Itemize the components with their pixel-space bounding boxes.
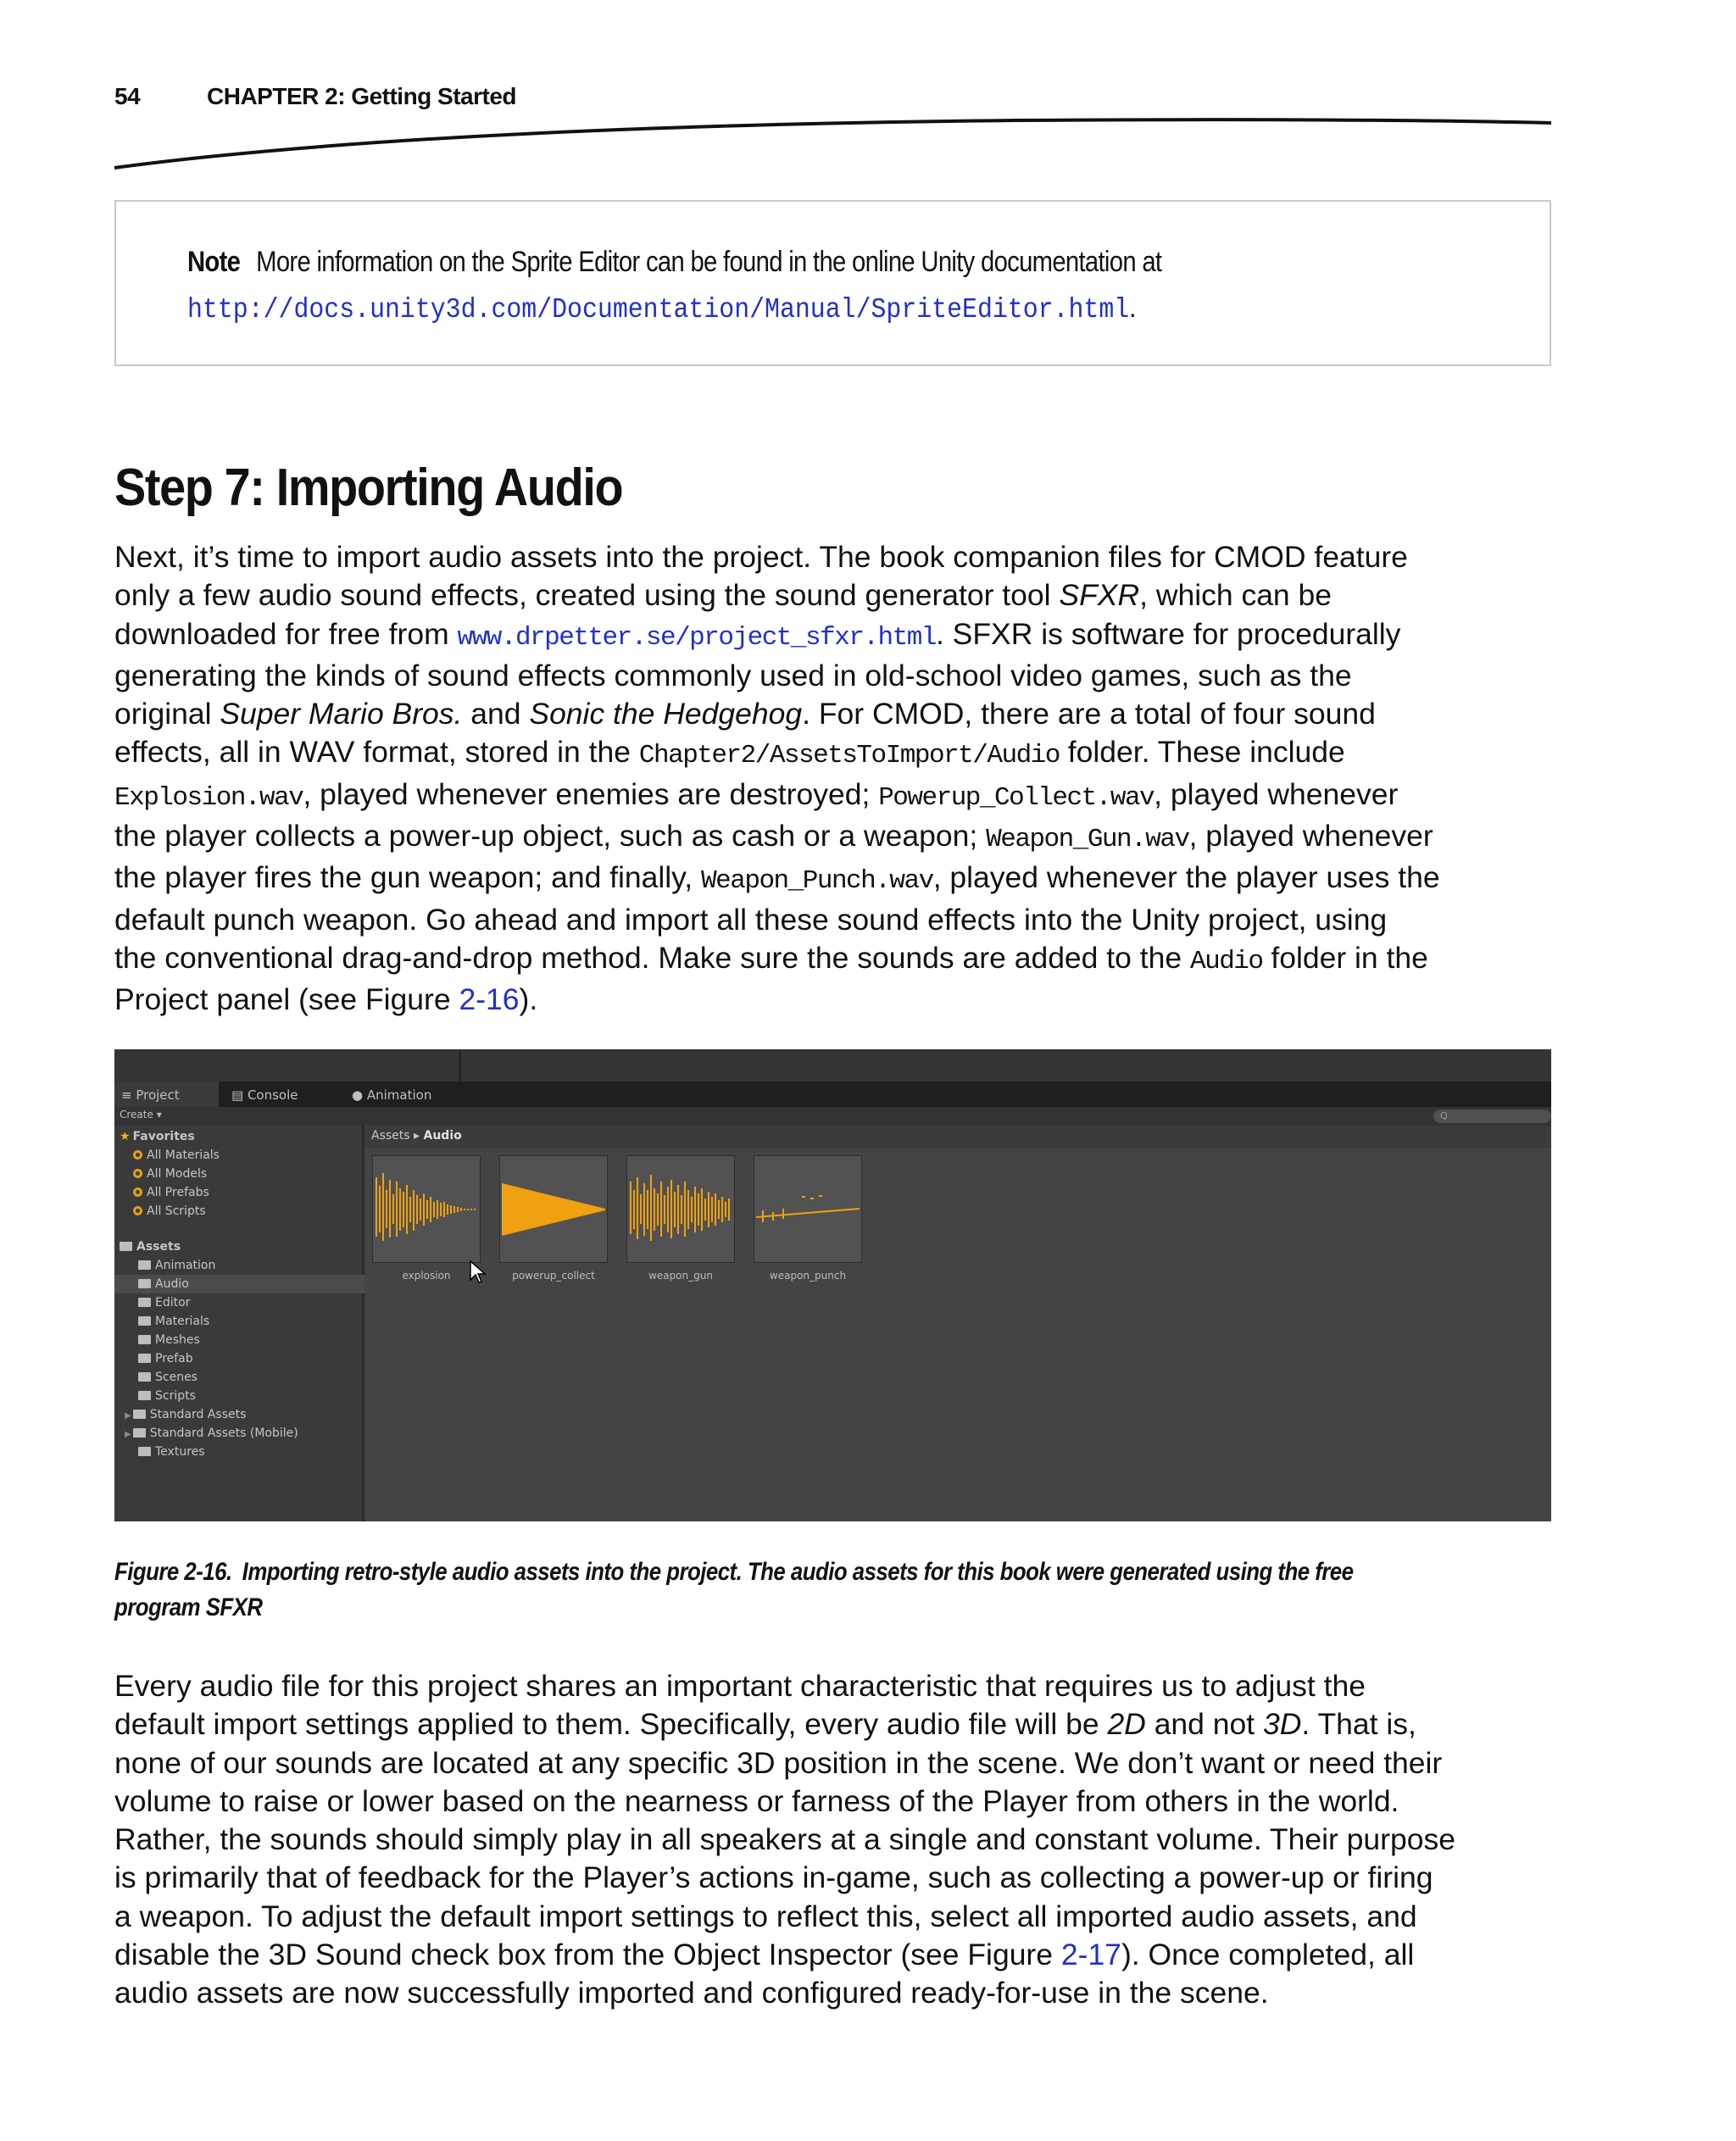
breadcrumb: Assets ▸ Audio [371,1129,462,1143]
favorite-item[interactable]: All Scripts [114,1202,381,1221]
note-text [187,246,1161,279]
folder-icon [120,1242,132,1251]
asset-label: explosion [402,1270,451,1282]
figure-2-16-link[interactable]: 2-16 [459,982,520,1017]
folder-icon [138,1298,151,1307]
search-input[interactable]: Q [1433,1109,1551,1123]
folder-icon [138,1372,151,1382]
waveform-icon [627,1156,734,1262]
waveform-icon [754,1156,861,1262]
folder-item[interactable]: Editor [114,1293,386,1312]
folder-item[interactable]: Textures [114,1443,386,1461]
folder-item[interactable]: ▶ Standard Assets [125,1408,247,1421]
editor-top-strip [114,1049,1551,1082]
star-icon: ★ [120,1130,131,1143]
figure-2-17-link[interactable]: 2-17 [1060,1938,1121,1972]
audio-asset-thumbnail[interactable] [372,1155,481,1263]
folder-item[interactable]: Prefab [114,1349,386,1368]
note-label: Note [187,246,241,278]
folder-item[interactable]: Scripts [114,1387,386,1405]
waveform-icon [373,1156,480,1262]
folder-icon [133,1410,146,1419]
audio-asset-thumbnail[interactable] [754,1155,862,1263]
figure-caption: Figure 2-16. Importing retro-style audio assets into the project. The audio assets for this book were generated using the free program SFXR [114,1558,1354,1621]
expand-arrow-icon: ▶ [125,1430,131,1439]
running-title: CHAPTER 2: Getting Started [207,83,517,109]
documentation-link[interactable]: http://docs.unity3d.com/Documentation/Manual/SpriteEditor.html [187,294,1130,325]
body-paragraph-2: Every audio file for this project shares an important characteristic that requires us to adjust the default import settings applied to them. Specifically, every audio file will be 2D and not 3D. That is, none of our sounds are located at any specific 3D position in the scene. We don’t want or need their volume to raise or lower based on the nearness or farness of the Player from others in the world. Rather, the sounds should simply play in all speakers at a single and constant volume. Their purpose is primarily that of feedback for the Player’s actions in-game, such as collecting a power-up or firing a weapon. To adjust the default import settings to reflect this, select all imported audio assets, and disable the 3D Sound check box from the Object Inspector (see Figure 2-17). Once completed, all audio assets are now successfully imported and configured ready-for-use in the scene. [114,1669,1455,2010]
folder-item[interactable]: ▶ Standard Assets (Mobile) [125,1426,298,1440]
note-body: More information on the Sprite Editor can be found in the online Unity documentation at [256,246,1162,278]
project-toolbar [114,1107,1551,1126]
section-heading: Step 7: Importing Audio [114,459,623,517]
folder-icon [138,1260,151,1270]
note-box [114,200,1551,366]
body-paragraph-1: Next, it’s time to import audio assets into the project. The book companion files for CMOD feature only a few audio sound effects, created using the sound generator tool SFXR, which can be downloaded for free from www.drpetter.se/project_sfxr.html. SFXR is software for procedurally generating the kinds of sound effects commonly used in old-school video games, such as the original Super Mario Bros. and Sonic the Hedgehog. For CMOD, there are a total of four sound effects, all in WAV format, stored in the Chapter2/AssetsToImport/Audio folder. These include Explosion.wav, played whenever enemies are destroyed; Powerup_Collect.wav, played whenever the player collects a power-up object, such as cash or a weapon; Weapon_Gun.wav, played whenever the player fires the gun weapon; and finally, Weapon_Punch.wav, played whenever the player uses the default punch weapon. Go ahead and import all these sound effects into the Unity project, using the conventional drag-and-drop method. Make sure the sounds are added to the Audio folder in the Project panel (see Figure 2-16). [114,540,1440,1017]
audio-asset-thumbnail[interactable] [499,1155,608,1263]
folder-icon [138,1391,151,1400]
page-number: 54 [114,83,141,109]
header-rule [0,0,1736,186]
search-icon [133,1150,142,1159]
favorite-item[interactable]: All Prefabs [114,1183,381,1202]
favorite-item[interactable]: All Models [114,1165,381,1183]
panel-tab-bar [114,1082,1551,1107]
folder-item[interactable]: Materials [114,1312,386,1331]
search-icon [133,1169,142,1178]
favorites-header[interactable]: ★ Favorites [120,1130,195,1143]
audio-asset-thumbnail[interactable] [626,1155,735,1263]
folder-item[interactable]: Scenes [114,1368,386,1387]
tab-project[interactable]: ≡ Project [114,1082,219,1107]
project-folder-tree [114,1126,364,1521]
unity-project-panel-figure [114,1049,1551,1521]
search-icon [133,1206,142,1215]
waveform-icon [500,1156,607,1262]
sfxr-link[interactable]: www.drpetter.se/project_sfxr.html [457,622,936,653]
folder-icon [138,1447,151,1456]
folder-icon [138,1354,151,1363]
expand-arrow-icon: ▶ [125,1411,131,1421]
tab-animation[interactable]: ● Animation [352,1087,432,1103]
folder-item[interactable]: Meshes [114,1331,386,1349]
asset-browser [364,1126,1551,1521]
tab-console[interactable]: ▤ Console [231,1087,298,1103]
folder-icon [133,1428,146,1438]
mouse-cursor-icon [469,1260,487,1285]
folder-item[interactable]: Animation [114,1256,386,1275]
asset-label: weapon_punch [769,1270,847,1282]
note-url-line: http://docs.unity3d.com/Documentation/Manual/SpriteEditor.html. [187,292,1137,325]
folder-icon [138,1279,151,1288]
create-button[interactable]: Create ▾ [120,1109,162,1121]
favorite-item[interactable]: All Materials [114,1146,381,1165]
asset-label: weapon_gun [648,1270,713,1282]
assets-header[interactable]: Assets [114,1237,367,1256]
asset-label: powerup_collect [512,1270,595,1282]
folder-item-selected[interactable]: Audio [114,1275,386,1293]
search-icon [133,1187,142,1197]
folder-icon [138,1335,151,1344]
folder-icon [138,1316,151,1326]
